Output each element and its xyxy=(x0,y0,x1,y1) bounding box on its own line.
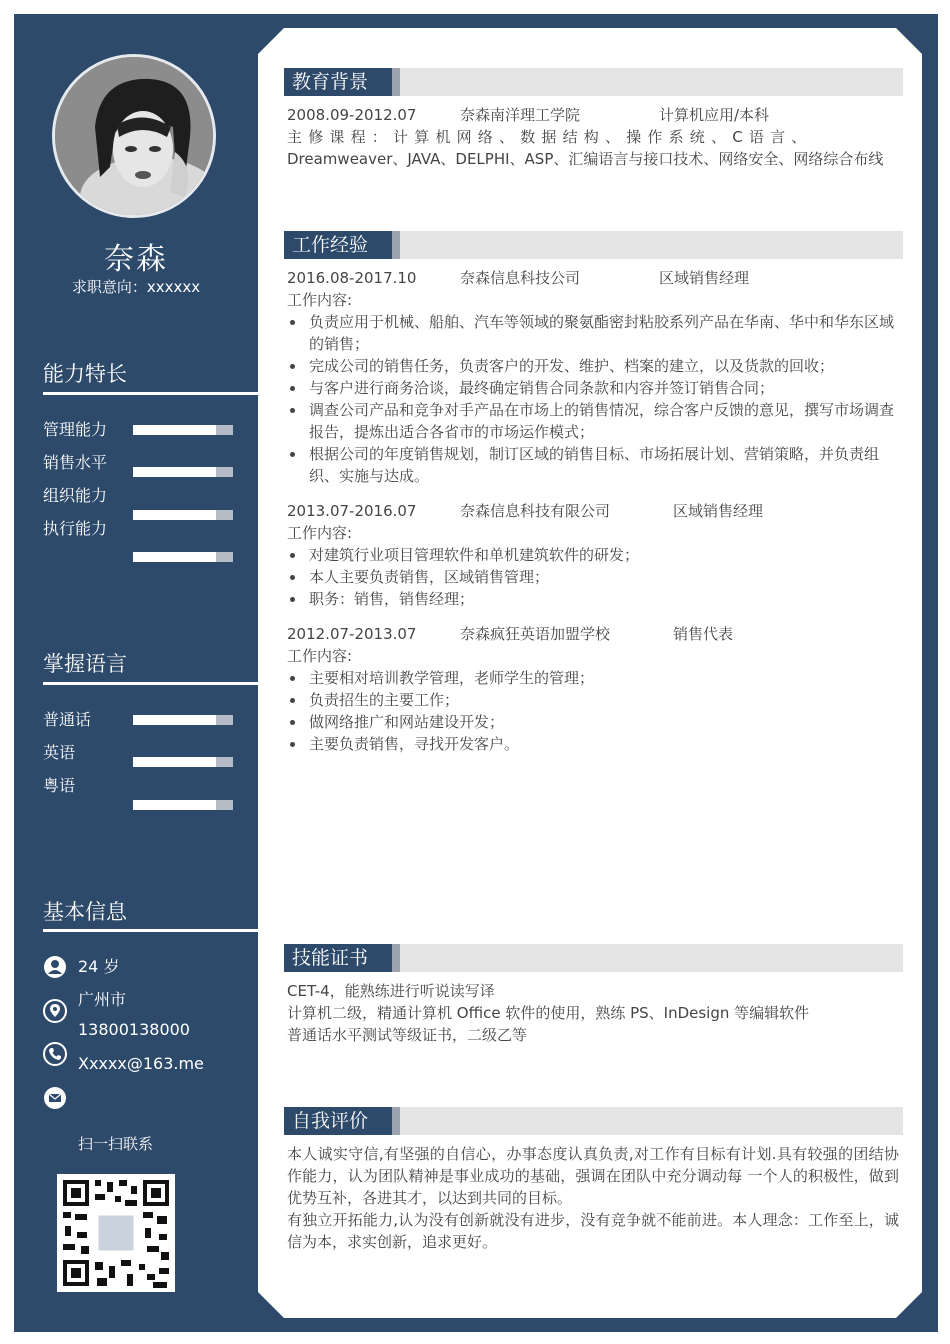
languages-title: 掌握语言 xyxy=(43,652,127,676)
certificates-tab-edge xyxy=(392,944,400,972)
email-icon xyxy=(43,1086,67,1110)
profile-photo xyxy=(52,54,216,218)
abilities-divider xyxy=(43,392,259,395)
education-title: 教育背景 xyxy=(284,68,392,96)
job-role: 销售代表 xyxy=(673,625,734,643)
certificates-title: 技能证书 xyxy=(284,944,392,972)
phone-icon xyxy=(43,1042,67,1066)
work-header xyxy=(284,231,903,259)
certificate-line: 计算机二级，精通计算机 Office 软件的使用，熟练 PS、InDesign 等编辑软件 xyxy=(287,1004,810,1022)
ability-label: 执行能力 xyxy=(43,519,108,538)
job-intent: 求职意向：xxxxxx xyxy=(71,278,201,296)
self-eval-paragraph-1: 本人诚实守信,有坚强的自信心，办事态度认真负责,对工作有目标有计划.具有较强的团结协作能力，认为团队精神是事业成功的基础，强调在团队中充分调动每 一个人的积极性，做到优势互补，各进其才，以达到共同的目标。 xyxy=(287,1145,899,1207)
job-duties-list xyxy=(287,667,899,755)
language-bar xyxy=(133,715,233,725)
list-item: 调查公司产品和竞争对手产品在市场上的销售情况，综合客户反馈的意见，撰写市场调查报告，提炼出适合各省市的市场运作模式； xyxy=(287,399,899,443)
work-tab-edge xyxy=(392,231,400,259)
list-item: 对建筑行业项目管理软件和单机建筑软件的研发； xyxy=(287,544,899,566)
self-eval-paragraph-2: 有独立开拓能力,认为没有创新就没有进步，没有竞争就不能前进。本人理念：工作至上，诚信为本，求实创新，追求更好。 xyxy=(287,1211,899,1251)
job-content-label: 工作内容: xyxy=(287,647,353,665)
self-eval-header xyxy=(284,1107,903,1135)
job-date: 2012.07-2013.07 xyxy=(287,625,417,643)
job-company: 奈森信息科技有限公司 xyxy=(460,502,611,520)
basic-info-title: 基本信息 xyxy=(43,900,127,924)
certificate-line: CET-4，能熟练进行听说读写译 xyxy=(287,982,495,1000)
job-content-label: 工作内容: xyxy=(287,291,353,309)
job-date: 2013.07-2016.07 xyxy=(287,502,417,520)
job-company: 奈森信息科技公司 xyxy=(460,269,581,287)
education-tab-edge xyxy=(392,68,400,96)
ability-bar xyxy=(133,467,233,477)
candidate-name: 奈森 xyxy=(104,242,168,277)
job-role: 区域销售经理 xyxy=(659,269,750,287)
language-label: 普通话 xyxy=(43,710,92,729)
list-item: 做网络推广和网站建设开发； xyxy=(287,711,899,733)
basic-info-divider xyxy=(43,929,259,932)
certificates-header xyxy=(284,944,903,972)
ability-label: 销售水平 xyxy=(43,453,108,472)
courses-line-1: 主修课程：计算机网络、数据结构、操作系统、C语言、 xyxy=(287,128,813,146)
list-item: 主要负责销售，寻找开发客户。 xyxy=(287,733,899,755)
work-title: 工作经验 xyxy=(284,231,392,259)
certificate-line: 普通话水平测试等级证书，二级乙等 xyxy=(287,1026,528,1044)
language-bar xyxy=(133,757,233,767)
list-item: 完成公司的销售任务，负责客户的开发、维护、档案的建立，以及货款的回收； xyxy=(287,355,899,377)
self-eval-title: 自我评价 xyxy=(284,1107,392,1135)
job-date: 2016.08-2017.10 xyxy=(287,269,417,287)
languages-divider xyxy=(43,682,259,685)
list-item: 本人主要负责销售，区域销售管理； xyxy=(287,566,899,588)
ability-bar xyxy=(133,552,233,562)
location-pin-icon xyxy=(43,999,67,1023)
self-eval-tab-edge xyxy=(392,1107,400,1135)
language-label: 粤语 xyxy=(43,776,76,795)
ability-label: 管理能力 xyxy=(43,420,108,439)
job-content-label: 工作内容: xyxy=(287,524,353,542)
courses-rest: Dreamweaver、JAVA、DELPHI、ASP、汇编语言与接口技术、网络安全、网络综合布线 xyxy=(287,150,884,168)
list-item: 主要相对培训教学管理，老师学生的管理； xyxy=(287,667,899,689)
job-duties-list xyxy=(287,544,899,610)
education-major: 计算机应用/本科 xyxy=(659,106,770,124)
phone-value: 13800138000 xyxy=(78,1020,190,1039)
job-company: 奈森疯狂英语加盟学校 xyxy=(460,625,611,643)
education-school: 奈森南洋理工学院 xyxy=(460,106,581,124)
job-role: 区域销售经理 xyxy=(673,502,764,520)
job-duties-list xyxy=(287,311,899,487)
ability-bar xyxy=(133,510,233,520)
age-value: 24 岁 xyxy=(78,957,120,976)
education-date: 2008.09-2012.07 xyxy=(287,106,417,124)
abilities-title: 能力特长 xyxy=(43,362,127,386)
list-item: 与客户进行商务洽谈，最终确定销售合同条款和内容并签订销售合同； xyxy=(287,377,899,399)
language-bar xyxy=(133,800,233,810)
list-item: 职务：销售，销售经理； xyxy=(287,588,899,610)
list-item: 负责应用于机械、船舶、汽车等领域的聚氨酯密封粘胶系列产品在华南、华中和华东区域的销售； xyxy=(287,311,899,355)
qr-code xyxy=(57,1174,175,1292)
ability-bar xyxy=(133,425,233,435)
list-item: 根据公司的年度销售规划，制订区域的销售目标、市场拓展计划、营销策略，并负责组织、实施与达成。 xyxy=(287,443,899,487)
list-item: 负责招生的主要工作； xyxy=(287,689,899,711)
language-label: 英语 xyxy=(43,743,76,762)
user-icon xyxy=(43,955,67,979)
email-value: Xxxxx@163.me xyxy=(78,1054,204,1073)
ability-label: 组织能力 xyxy=(43,486,108,505)
city-value: 广州市 xyxy=(78,990,127,1009)
scan-to-contact-label: 扫一扫联系 xyxy=(78,1135,154,1153)
education-header xyxy=(284,68,903,96)
